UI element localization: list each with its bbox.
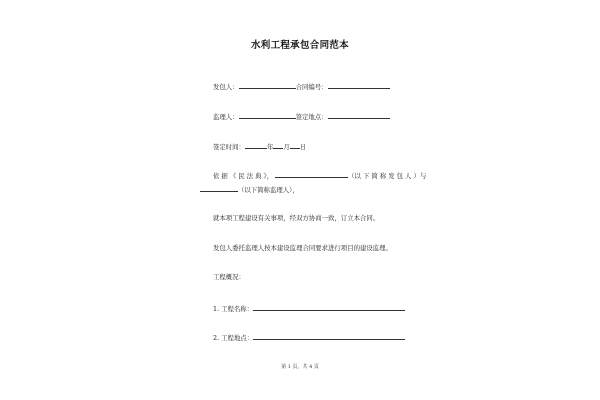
supervisor-blank: [239, 112, 296, 119]
sign-place-label: 签定地点：: [295, 113, 328, 121]
supervisor-row: [213, 112, 390, 121]
supervisor-name-row: [200, 185, 299, 194]
basis-suffix: （以 下 简 称 发 包 人 ）与: [348, 172, 427, 180]
basis-row: [213, 171, 426, 180]
consensus-paragraph: 就本项工程建设有关事项，经双方协商一致，订立本合同。: [213, 214, 380, 222]
supervisor-short: （以下简称监理人），: [238, 186, 299, 194]
employer-name-blank: [275, 171, 348, 178]
contract-no-label: 合同编号：: [295, 83, 328, 91]
sign-place-blank: [328, 112, 390, 119]
basis-prefix: 依 据 《 民 法 典 》，: [213, 172, 274, 180]
document-title: 水利工程承包合同范本: [250, 40, 349, 51]
project-name-label: 1. 工程名称：: [213, 305, 254, 313]
project-name-row: [213, 304, 405, 313]
month-label: 月: [283, 143, 290, 151]
supervisor-label: 监理人：: [213, 113, 239, 121]
day-blank: [290, 142, 300, 149]
employer-blank: [239, 82, 296, 89]
project-place-label: 2. 工程地点：: [213, 334, 254, 342]
day-label: 日: [299, 143, 307, 151]
project-name-blank: [253, 304, 405, 311]
project-place-row: [213, 333, 405, 342]
sign-time-row: [213, 142, 306, 151]
employer-label: 发包人：: [213, 83, 239, 91]
month-blank: [273, 142, 283, 149]
year-label: 年: [266, 143, 274, 151]
overview-heading: 工程概况：: [213, 273, 245, 281]
year-blank: [245, 142, 267, 149]
page-number: 第 1 页，共 4 页: [281, 364, 319, 370]
employer-row: [213, 82, 390, 91]
project-place-blank: [253, 333, 405, 340]
supervisor-name-blank: [200, 185, 238, 192]
contract-no-blank: [328, 82, 390, 89]
sign-time-label: 签定时间：: [213, 143, 245, 151]
entrust-paragraph: 发包人委托监理人按本建设监理合同要求进行项目的建设监理。: [213, 244, 392, 252]
